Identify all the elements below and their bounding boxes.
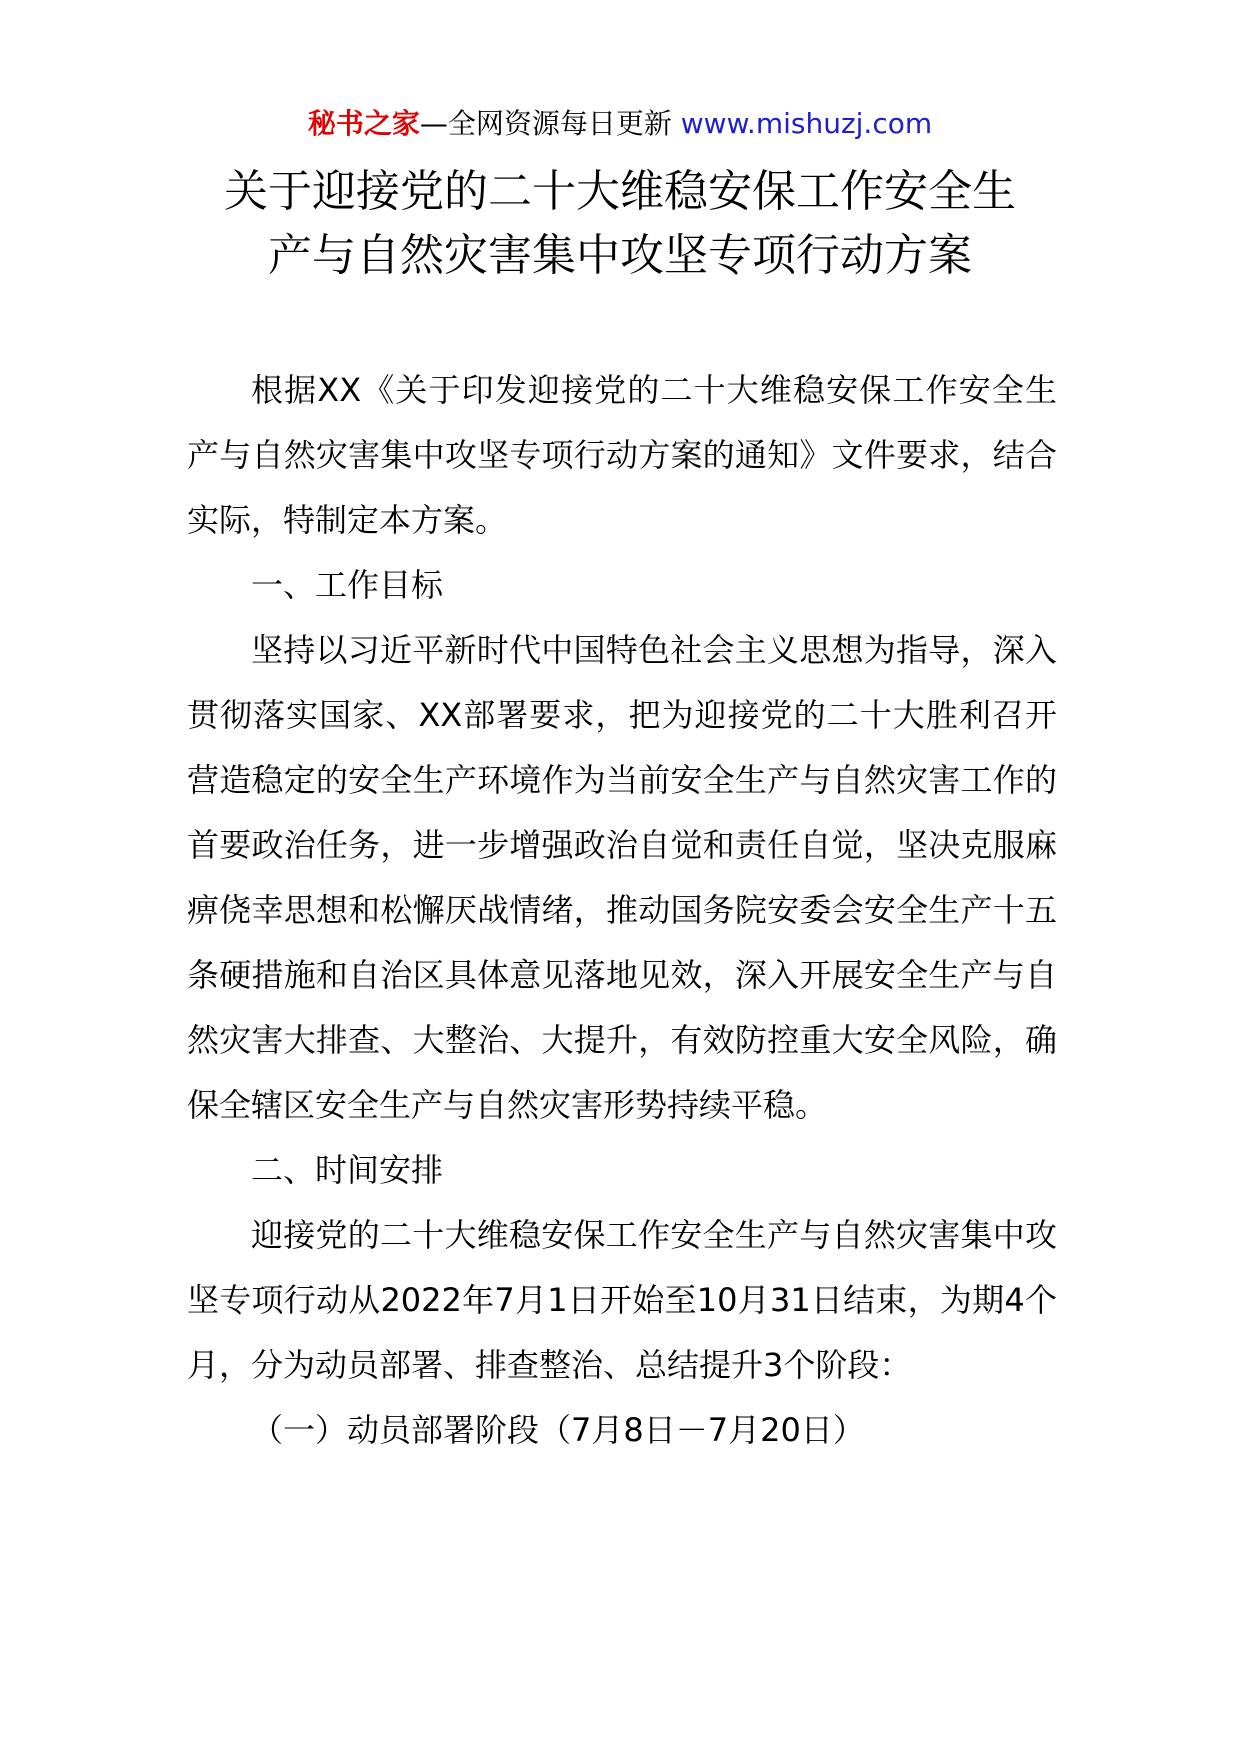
document-title [140, 160, 1100, 288]
goals-paragraph: 坚持以习近平新时代中国特色社会主义思想为指导，深入贯彻落实国家、XX部署要求，把为迎接党的二十大胜利召开营造稳定的安全生产环境作为当前安全生产与自然灾害工作的首要政治任务，进一步增强政治自觉和责任自觉，坚决克服麻痹侥幸思想和松懈厌战情绪，推动国务院安委会安全生产十五条硬措施和自治区具体意见落地见效，深入开展安全生产与自然灾害大排查、大整治、大提升，有效防控重大安全风险，确保全辖区安全生产与自然灾害形势持续平稳。 [187, 631, 1057, 1124]
section-heading-goals: 一、工作目标 [251, 566, 444, 604]
document-body [187, 358, 1057, 1463]
brand-name: 秘书之家 [307, 107, 420, 140]
section-heading-schedule: 二、时间安排 [251, 1151, 444, 1189]
site-header [0, 100, 1240, 148]
schedule-paragraph: 迎接党的二十大维稳安保工作安全生产与自然灾害集中攻坚专项行动从2022年7月1日开始至10月31日结束，为期4个月，分为动员部署、排查整治、总结提升3个阶段： [187, 1216, 1057, 1384]
site-url-link[interactable]: www.mishuzj.com [680, 107, 933, 140]
title-line-1: 关于迎接党的二十大维稳安保工作安全生 [224, 166, 1016, 217]
intro-paragraph: 根据XX《关于印发迎接党的二十大维稳安保工作安全生产与自然灾害集中攻坚专项行动方案的通知》文件要求，结合实际，特制定本方案。 [187, 371, 1057, 539]
title-line-2: 产与自然灾害集中攻坚专项行动方案 [268, 230, 972, 281]
stage-heading-mobilization: （一）动员部署阶段（7月8日－7月20日） [251, 1411, 865, 1449]
header-tagline: —全网资源每日更新 [419, 107, 681, 140]
